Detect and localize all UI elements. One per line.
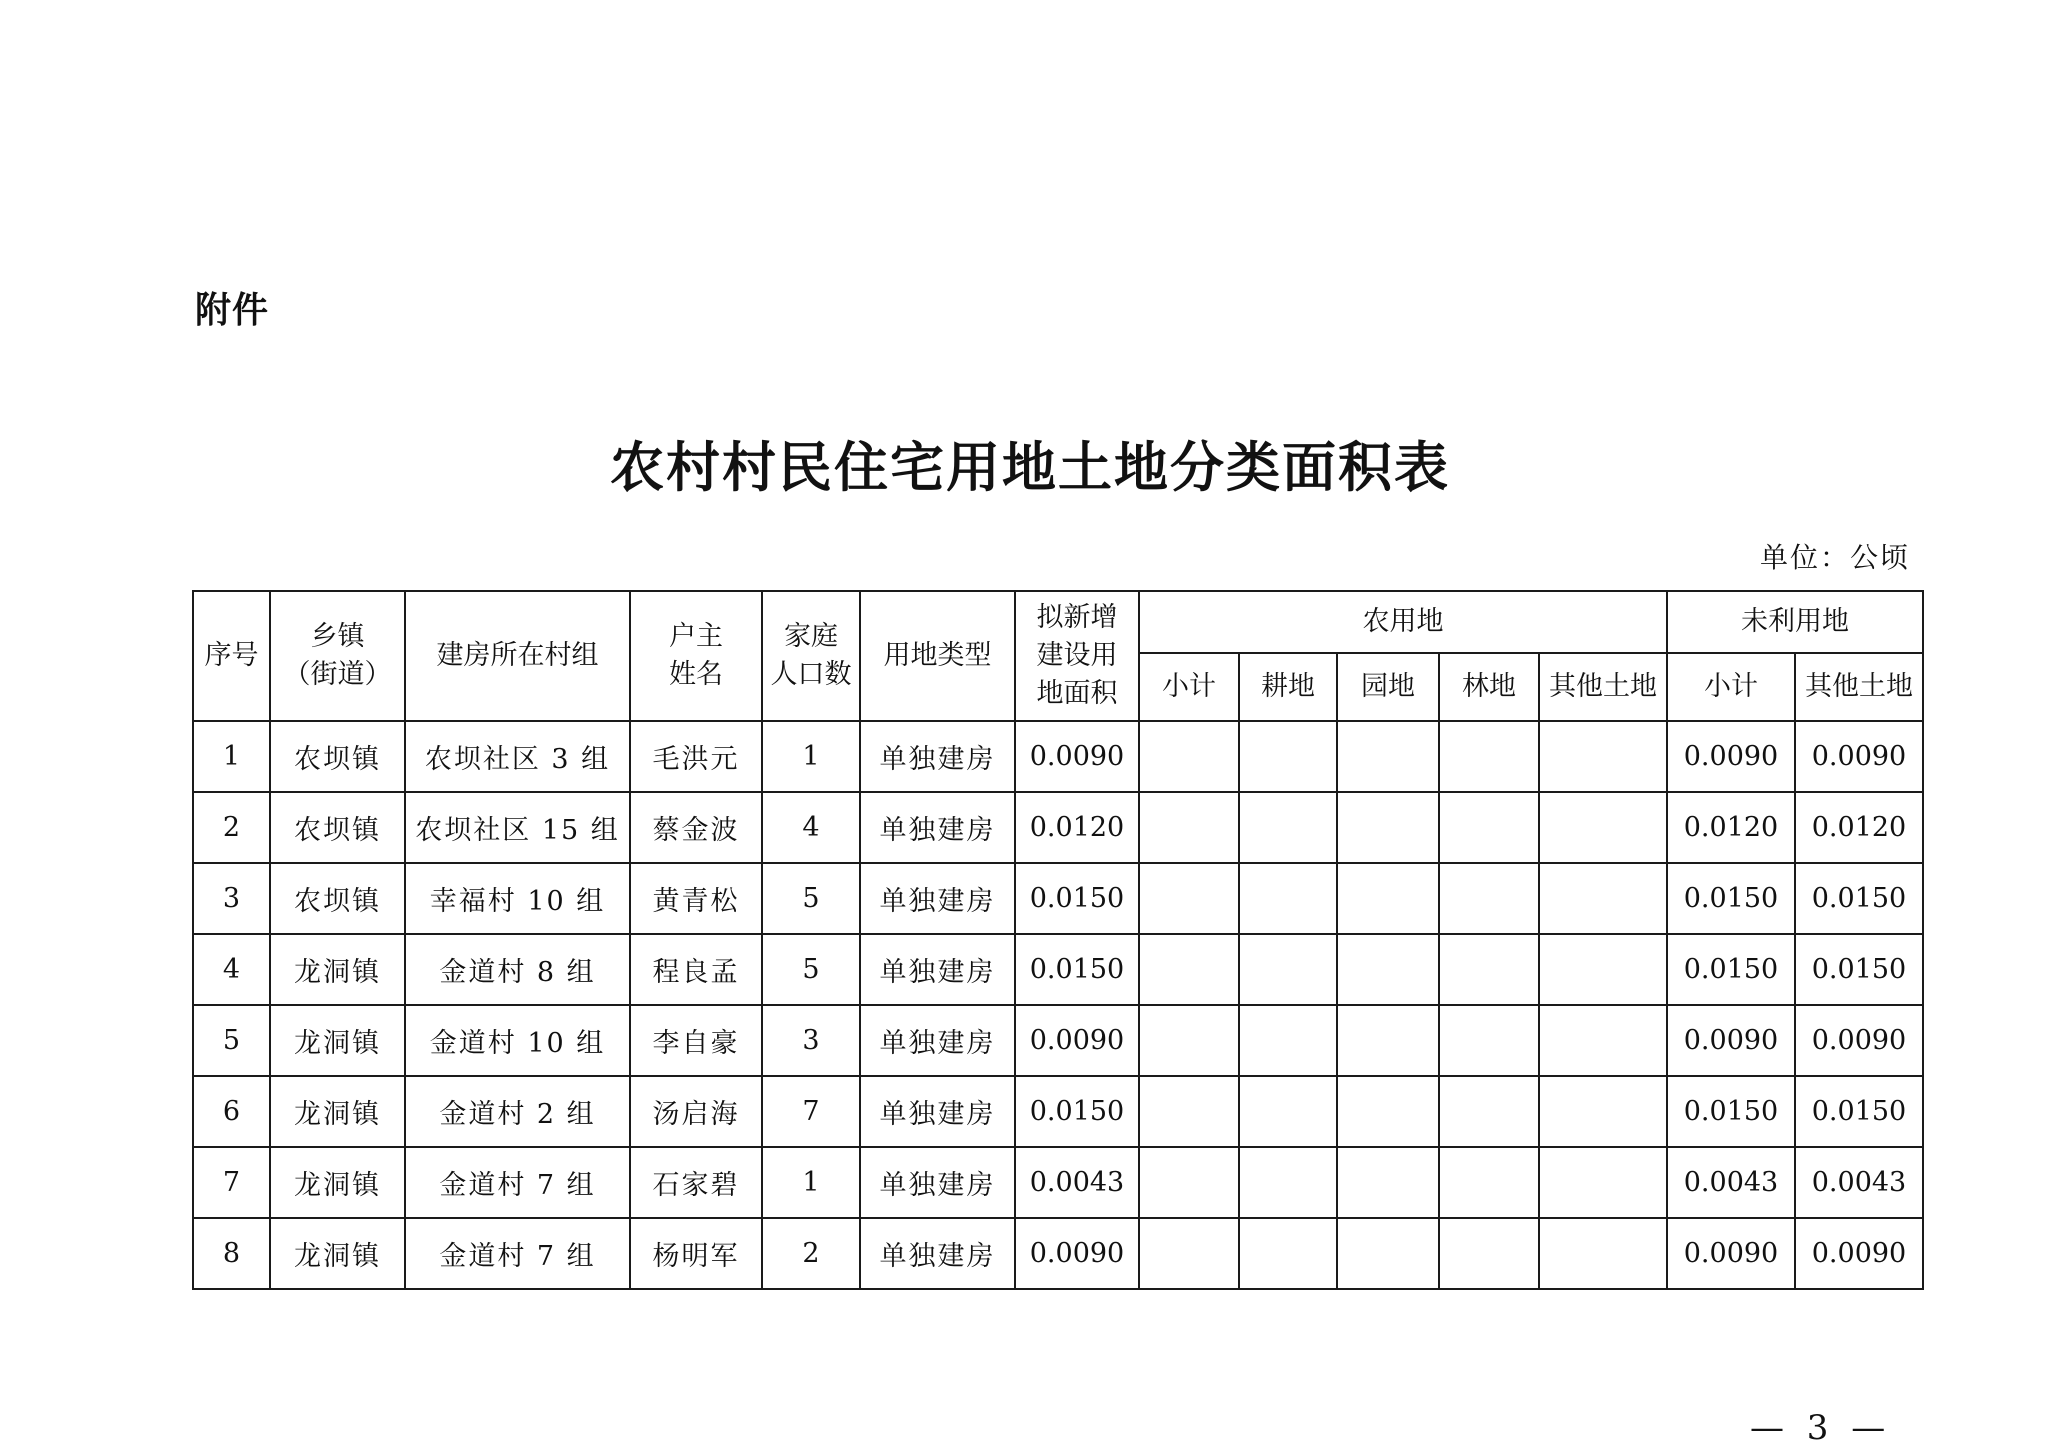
- cell-agri-orchard: [1337, 792, 1439, 863]
- cell-agri-subtotal: [1139, 792, 1239, 863]
- cell-household: 2: [762, 1218, 860, 1289]
- table-row: [193, 1147, 1923, 1218]
- cell-village-group: 金道村 10 组: [405, 1005, 630, 1076]
- cell-seq: 2: [193, 792, 270, 863]
- cell-town: 龙洞镇: [270, 1005, 405, 1076]
- cell-village-group: 金道村 7 组: [405, 1218, 630, 1289]
- cell-unused-subtotal: 0.0090: [1667, 1218, 1795, 1289]
- cell-new-area: 0.0150: [1015, 934, 1139, 1005]
- attachment-label: 附件: [195, 290, 270, 331]
- cell-seq: 3: [193, 863, 270, 934]
- cell-owner: 石家碧: [630, 1147, 762, 1218]
- table-row: [193, 721, 1923, 792]
- header-owner: 户主 姓名: [630, 591, 762, 721]
- header-household: 家庭 人口数: [762, 591, 860, 721]
- cell-agri-forest: [1439, 1005, 1539, 1076]
- table-row: [193, 1218, 1923, 1289]
- cell-owner: 蔡金波: [630, 792, 762, 863]
- cell-seq: 1: [193, 721, 270, 792]
- table-body: [193, 721, 1923, 1289]
- cell-agri-forest: [1439, 863, 1539, 934]
- cell-agri-orchard: [1337, 721, 1439, 792]
- cell-household: 7: [762, 1076, 860, 1147]
- cell-village-group: 农坝社区 15 组: [405, 792, 630, 863]
- cell-seq: 4: [193, 934, 270, 1005]
- cell-agri-other: [1539, 792, 1667, 863]
- cell-new-area: 0.0090: [1015, 1218, 1139, 1289]
- header-unused-other: 其他土地: [1795, 653, 1923, 721]
- cell-agri-other: [1539, 1005, 1667, 1076]
- cell-household: 1: [762, 721, 860, 792]
- cell-agri-subtotal: [1139, 863, 1239, 934]
- cell-unused-subtotal: 0.0120: [1667, 792, 1795, 863]
- cell-seq: 5: [193, 1005, 270, 1076]
- unit-label: 单位：: [1760, 541, 1851, 574]
- header-agri-cultivated: 耕地: [1239, 653, 1337, 721]
- cell-household: 4: [762, 792, 860, 863]
- cell-agri-other: [1539, 1147, 1667, 1218]
- cell-agri-orchard: [1337, 863, 1439, 934]
- cell-owner: 黄青松: [630, 863, 762, 934]
- cell-agri-other: [1539, 863, 1667, 934]
- cell-agri-cultivated: [1239, 1218, 1337, 1289]
- cell-household: 1: [762, 1147, 860, 1218]
- header-village-group: 建房所在村组: [405, 591, 630, 721]
- cell-agri-orchard: [1337, 934, 1439, 1005]
- cell-agri-forest: [1439, 934, 1539, 1005]
- header-row-1: [193, 591, 1923, 653]
- cell-new-area: 0.0150: [1015, 863, 1139, 934]
- cell-new-area: 0.0150: [1015, 1076, 1139, 1147]
- cell-new-area: 0.0120: [1015, 792, 1139, 863]
- cell-land-type: 单独建房: [860, 1005, 1015, 1076]
- cell-unused-subtotal: 0.0090: [1667, 1005, 1795, 1076]
- cell-owner: 程良孟: [630, 934, 762, 1005]
- cell-town: 龙洞镇: [270, 1218, 405, 1289]
- cell-new-area: 0.0090: [1015, 1005, 1139, 1076]
- cell-land-type: 单独建房: [860, 863, 1015, 934]
- cell-town: 农坝镇: [270, 792, 405, 863]
- header-agri-orchard: 园地: [1337, 653, 1439, 721]
- cell-land-type: 单独建房: [860, 934, 1015, 1005]
- page-number: — 3 —: [1750, 1408, 1892, 1448]
- cell-village-group: 幸福村 10 组: [405, 863, 630, 934]
- cell-land-type: 单独建房: [860, 1147, 1015, 1218]
- cell-agri-subtotal: [1139, 721, 1239, 792]
- cell-agri-orchard: [1337, 1076, 1439, 1147]
- cell-agri-cultivated: [1239, 1147, 1337, 1218]
- header-agri-other: 其他土地: [1539, 653, 1667, 721]
- cell-land-type: 单独建房: [860, 721, 1015, 792]
- header-agri-subtotal: 小计: [1139, 653, 1239, 721]
- header-agri-forest: 林地: [1439, 653, 1539, 721]
- cell-agri-cultivated: [1239, 863, 1337, 934]
- cell-unused-subtotal: 0.0090: [1667, 721, 1795, 792]
- cell-agri-other: [1539, 721, 1667, 792]
- cell-seq: 7: [193, 1147, 270, 1218]
- cell-agri-forest: [1439, 1147, 1539, 1218]
- cell-town: 龙洞镇: [270, 1076, 405, 1147]
- cell-unused-subtotal: 0.0150: [1667, 934, 1795, 1005]
- table-row: [193, 1005, 1923, 1076]
- header-unused-subtotal: 小计: [1667, 653, 1795, 721]
- cell-unused-other: 0.0150: [1795, 1076, 1923, 1147]
- cell-agri-cultivated: [1239, 721, 1337, 792]
- cell-land-type: 单独建房: [860, 792, 1015, 863]
- cell-seq: 8: [193, 1218, 270, 1289]
- cell-owner: 李自豪: [630, 1005, 762, 1076]
- cell-land-type: 单独建房: [860, 1076, 1015, 1147]
- cell-agri-cultivated: [1239, 934, 1337, 1005]
- cell-village-group: 金道村 7 组: [405, 1147, 630, 1218]
- cell-unused-subtotal: 0.0043: [1667, 1147, 1795, 1218]
- cell-village-group: 金道村 8 组: [405, 934, 630, 1005]
- page-title: 农村村民住宅用地土地分类面积表: [610, 435, 1450, 499]
- cell-agri-cultivated: [1239, 1076, 1337, 1147]
- cell-agri-orchard: [1337, 1005, 1439, 1076]
- cell-agri-subtotal: [1139, 1076, 1239, 1147]
- cell-household: 3: [762, 1005, 860, 1076]
- cell-new-area: 0.0043: [1015, 1147, 1139, 1218]
- cell-agri-forest: [1439, 721, 1539, 792]
- header-agri-group: 农用地: [1139, 591, 1667, 653]
- cell-agri-orchard: [1337, 1147, 1439, 1218]
- header-town: 乡镇 （街道）: [270, 591, 405, 721]
- header-unused-group: 未利用地: [1667, 591, 1923, 653]
- cell-agri-forest: [1439, 792, 1539, 863]
- cell-household: 5: [762, 934, 860, 1005]
- cell-agri-subtotal: [1139, 1147, 1239, 1218]
- table-header: [193, 591, 1923, 721]
- table-row: [193, 863, 1923, 934]
- header-land-type: 用地类型: [860, 591, 1015, 721]
- table-row: [193, 934, 1923, 1005]
- cell-agri-cultivated: [1239, 792, 1337, 863]
- cell-owner: 杨明军: [630, 1218, 762, 1289]
- cell-unused-other: 0.0090: [1795, 721, 1923, 792]
- cell-town: 农坝镇: [270, 721, 405, 792]
- cell-agri-forest: [1439, 1076, 1539, 1147]
- cell-town: 龙洞镇: [270, 1147, 405, 1218]
- cell-village-group: 农坝社区 3 组: [405, 721, 630, 792]
- cell-town: 农坝镇: [270, 863, 405, 934]
- cell-agri-cultivated: [1239, 1005, 1337, 1076]
- cell-unused-other: 0.0150: [1795, 863, 1923, 934]
- cell-owner: 毛洪元: [630, 721, 762, 792]
- land-area-table: [192, 590, 1924, 1290]
- header-seq: 序号: [193, 591, 270, 721]
- cell-unused-subtotal: 0.0150: [1667, 863, 1795, 934]
- cell-land-type: 单独建房: [860, 1218, 1015, 1289]
- cell-agri-orchard: [1337, 1218, 1439, 1289]
- cell-agri-subtotal: [1139, 1005, 1239, 1076]
- header-new-area: 拟新增 建设用 地面积: [1015, 591, 1139, 721]
- cell-village-group: 金道村 2 组: [405, 1076, 630, 1147]
- cell-unused-subtotal: 0.0150: [1667, 1076, 1795, 1147]
- cell-agri-forest: [1439, 1218, 1539, 1289]
- cell-agri-other: [1539, 1218, 1667, 1289]
- cell-unused-other: 0.0090: [1795, 1218, 1923, 1289]
- cell-agri-subtotal: [1139, 1218, 1239, 1289]
- unit-note: [1760, 536, 1910, 576]
- table-row: [193, 1076, 1923, 1147]
- cell-unused-other: 0.0043: [1795, 1147, 1923, 1218]
- unit-value: 公顷: [1850, 541, 1911, 574]
- cell-agri-subtotal: [1139, 934, 1239, 1005]
- cell-seq: 6: [193, 1076, 270, 1147]
- cell-agri-other: [1539, 1076, 1667, 1147]
- cell-agri-other: [1539, 934, 1667, 1005]
- table-row: [193, 792, 1923, 863]
- cell-household: 5: [762, 863, 860, 934]
- cell-new-area: 0.0090: [1015, 721, 1139, 792]
- cell-owner: 汤启海: [630, 1076, 762, 1147]
- cell-town: 龙洞镇: [270, 934, 405, 1005]
- cell-unused-other: 0.0090: [1795, 1005, 1923, 1076]
- cell-unused-other: 0.0150: [1795, 934, 1923, 1005]
- cell-unused-other: 0.0120: [1795, 792, 1923, 863]
